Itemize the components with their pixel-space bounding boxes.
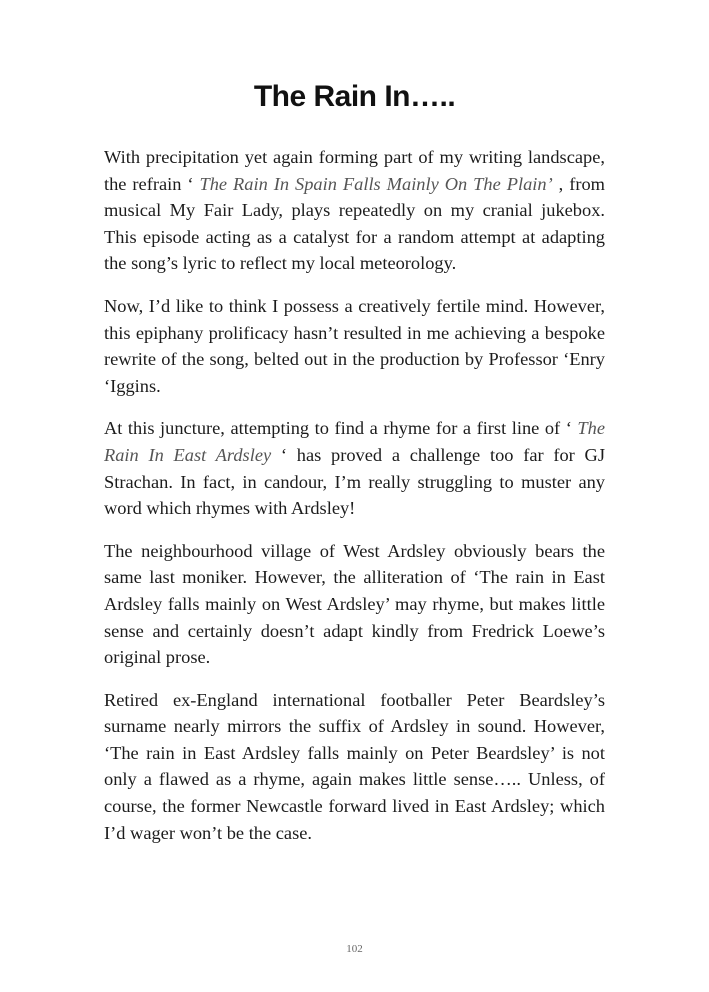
- paragraph-5: Retired ex-England international footballer Peter Beardsley’s surname nearly mirrors the suffix of Ardsley in sound. However, ‘The rain in East Ardsley falls mainly on Peter Beardsley’ is not only a flawed as a rhyme, again makes little sense….. Unless, of course, the former Newcastle forward lived in East Ardsley; which I’d wager won’t be the case.: [104, 689, 605, 843]
- paragraph-3: [104, 415, 605, 521]
- paragraph-4: The neighbourhood village of West Ardsley obviously bears the same last moniker. However, the alliteration of ‘The rain in East Ardsley falls mainly on West Ardsley’ may rhyme, but makes little sense and certainly doesn’t adapt kindly from Fredrick Loewe’s original prose.: [104, 540, 605, 668]
- body-text: [104, 144, 605, 862]
- page-number: 102: [346, 943, 363, 955]
- paragraph-1: [104, 144, 605, 277]
- paragraph-2: Now, I’d like to think I possess a creatively fertile mind. However, this epiphany prolificacy hasn’t resulted in me achieving a bespoke rewrite of the song, belted out in the production by Professor ‘Enry ‘Iggins.: [104, 295, 605, 396]
- paragraph-3-intro: At this juncture, attempting to find a rhyme for a first line of ‘: [104, 418, 578, 439]
- paragraph-1-intro: With precipitation yet again forming part of my writing landscape, the refrain ‘: [104, 147, 605, 194]
- paragraph-3-rest: ‘ has proved a challenge too far for GJ Strachan. In fact, in candour, I’m really struggling to muster any word which rhymes with Ardsley!: [104, 444, 605, 519]
- page-title: The Rain In…..: [253, 80, 456, 113]
- song-title-quote: The Rain In Spain Falls Mainly On The Plain’: [199, 173, 553, 194]
- paragraph-1-rest: , from musical My Fair Lady, plays repeatedly on my cranial jukebox. This episode acting as a catalyst for a random attempt at adapting the song’s lyric to reflect my local meteorology.: [104, 173, 605, 274]
- rewrite-line-quote: The Rain In East Ardsley: [104, 418, 605, 465]
